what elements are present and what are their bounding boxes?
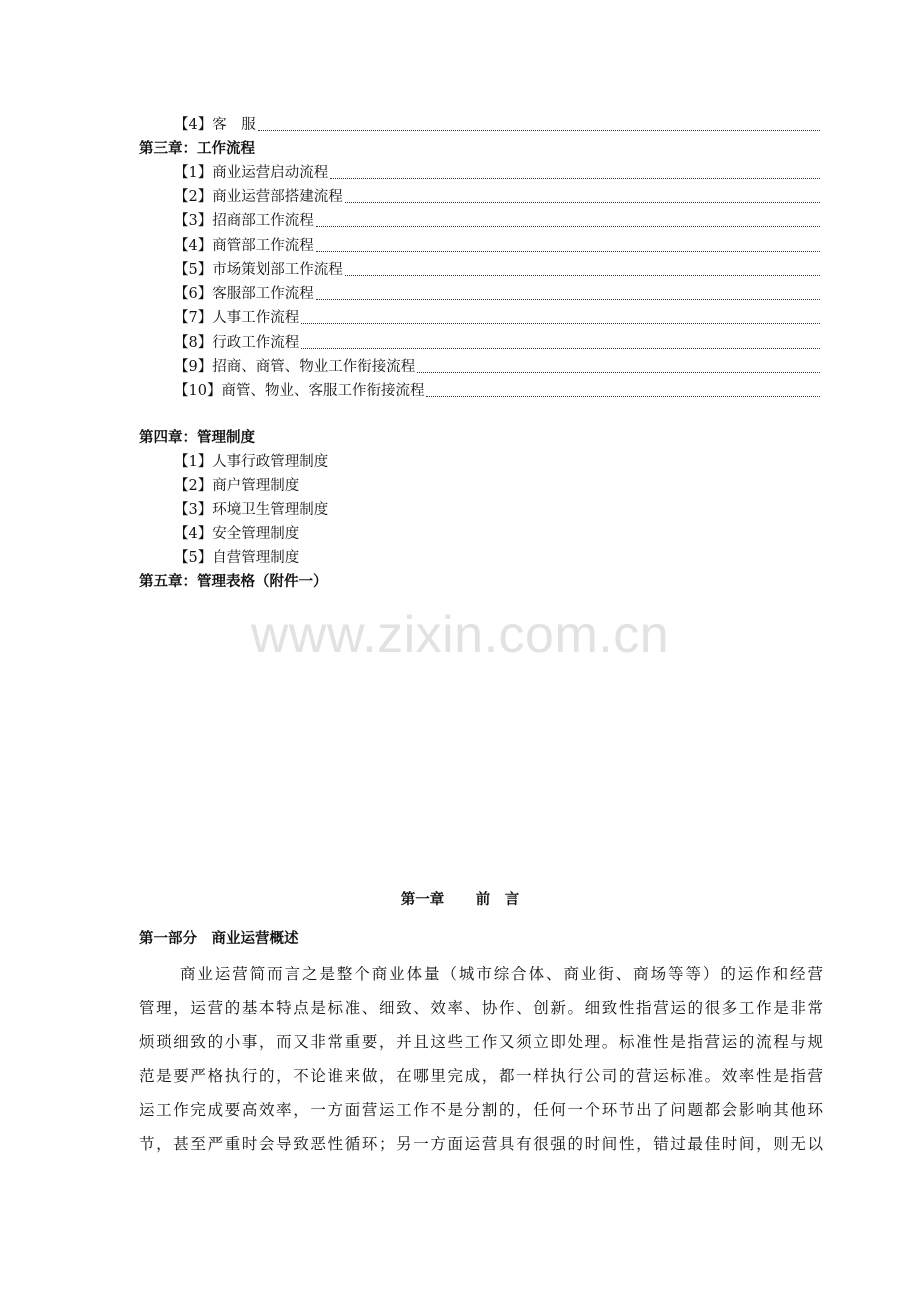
toc-entry-label: 【4】商管部工作流程	[174, 238, 314, 254]
toc-entry[interactable]	[174, 235, 820, 257]
toc-entry[interactable]	[174, 210, 820, 232]
chapter-5-heading[interactable]: 第五章：管理表格（附件一）	[139, 574, 328, 590]
dot-leader	[345, 197, 820, 203]
toc-entry[interactable]: 【4】安全管理制度	[174, 526, 300, 542]
dot-leader	[258, 125, 820, 131]
toc-entry-label: 【2】商业运营部搭建流程	[174, 189, 343, 205]
toc-entry-customer-service[interactable]	[174, 114, 820, 136]
watermark: www.zixin.com.cn	[250, 606, 670, 664]
dot-leader	[345, 270, 820, 276]
dot-leader	[316, 221, 820, 227]
toc-entry[interactable]	[174, 332, 820, 354]
paragraph-line: 节，甚至严重时会导致恶性循环；另一方面运营具有很强的时间性，错过最佳时间，则无以	[139, 1135, 823, 1153]
toc-entry[interactable]	[174, 186, 820, 208]
toc-entry-label: 【10】商管、物业、客服工作衔接流程	[174, 383, 425, 399]
paragraph-line: 烦琐细致的小事，而又非常重要，并且这些工作又须立即处理。标准性是指营运的流程与规	[139, 1033, 823, 1051]
toc-entry[interactable]	[174, 380, 820, 402]
paragraph-line: 范是要严格执行的，不论谁来做，在哪里完成，都一样执行公司的营运标准。效率性是指营	[139, 1067, 823, 1085]
toc-entry-label: 【9】招商、商管、物业工作衔接流程	[174, 359, 416, 375]
toc-entry-label: 【7】人事工作流程	[174, 310, 300, 326]
chapter-1-title: 第一章 前 言	[400, 892, 520, 908]
toc-entry-label: 【6】客服部工作流程	[174, 286, 314, 302]
dot-leader	[301, 318, 820, 324]
toc-entry[interactable]: 【3】环境卫生管理制度	[174, 502, 329, 518]
dot-leader	[330, 173, 820, 179]
toc-entry-label: 【8】行政工作流程	[174, 335, 300, 351]
toc-entry-label: 【3】招商部工作流程	[174, 213, 314, 229]
paragraph-line: 运工作完成要高效率，一方面营运工作不是分割的，任何一个环节出了问题都会影响其他环	[139, 1101, 823, 1119]
dot-leader	[417, 367, 820, 373]
toc-entry-label: 【1】商业运营启动流程	[174, 165, 329, 181]
dot-leader	[426, 391, 820, 397]
toc-entry[interactable]: 【2】商户管理制度	[174, 478, 300, 494]
chapter-3-heading[interactable]: 第三章：工作流程	[139, 141, 255, 157]
toc-entry[interactable]: 【1】人事行政管理制度	[174, 454, 329, 470]
dot-leader	[316, 294, 820, 300]
dot-leader	[316, 246, 820, 252]
section-heading: 第一部分 商业运营概述	[139, 931, 299, 947]
chapter-4-heading[interactable]: 第四章：管理制度	[139, 430, 255, 446]
toc-entry[interactable]	[174, 162, 820, 184]
toc-entry[interactable]	[174, 307, 820, 329]
paragraph-line: 商业运营简而言之是整个商业体量（城市综合体、商业街、商场等等）的运作和经营	[180, 965, 823, 983]
toc-entry[interactable]	[174, 259, 820, 281]
paragraph-line: 管理，运营的基本特点是标准、细致、效率、协作、创新。细致性指营运的很多工作是非常	[139, 999, 823, 1017]
toc-entry-label: 【4】客 服	[174, 117, 256, 133]
toc-entry-label: 【5】市场策划部工作流程	[174, 262, 343, 278]
toc-entry[interactable]: 【5】自营管理制度	[174, 550, 300, 566]
dot-leader	[301, 343, 820, 349]
toc-entry[interactable]	[174, 356, 820, 378]
toc-entry[interactable]	[174, 283, 820, 305]
